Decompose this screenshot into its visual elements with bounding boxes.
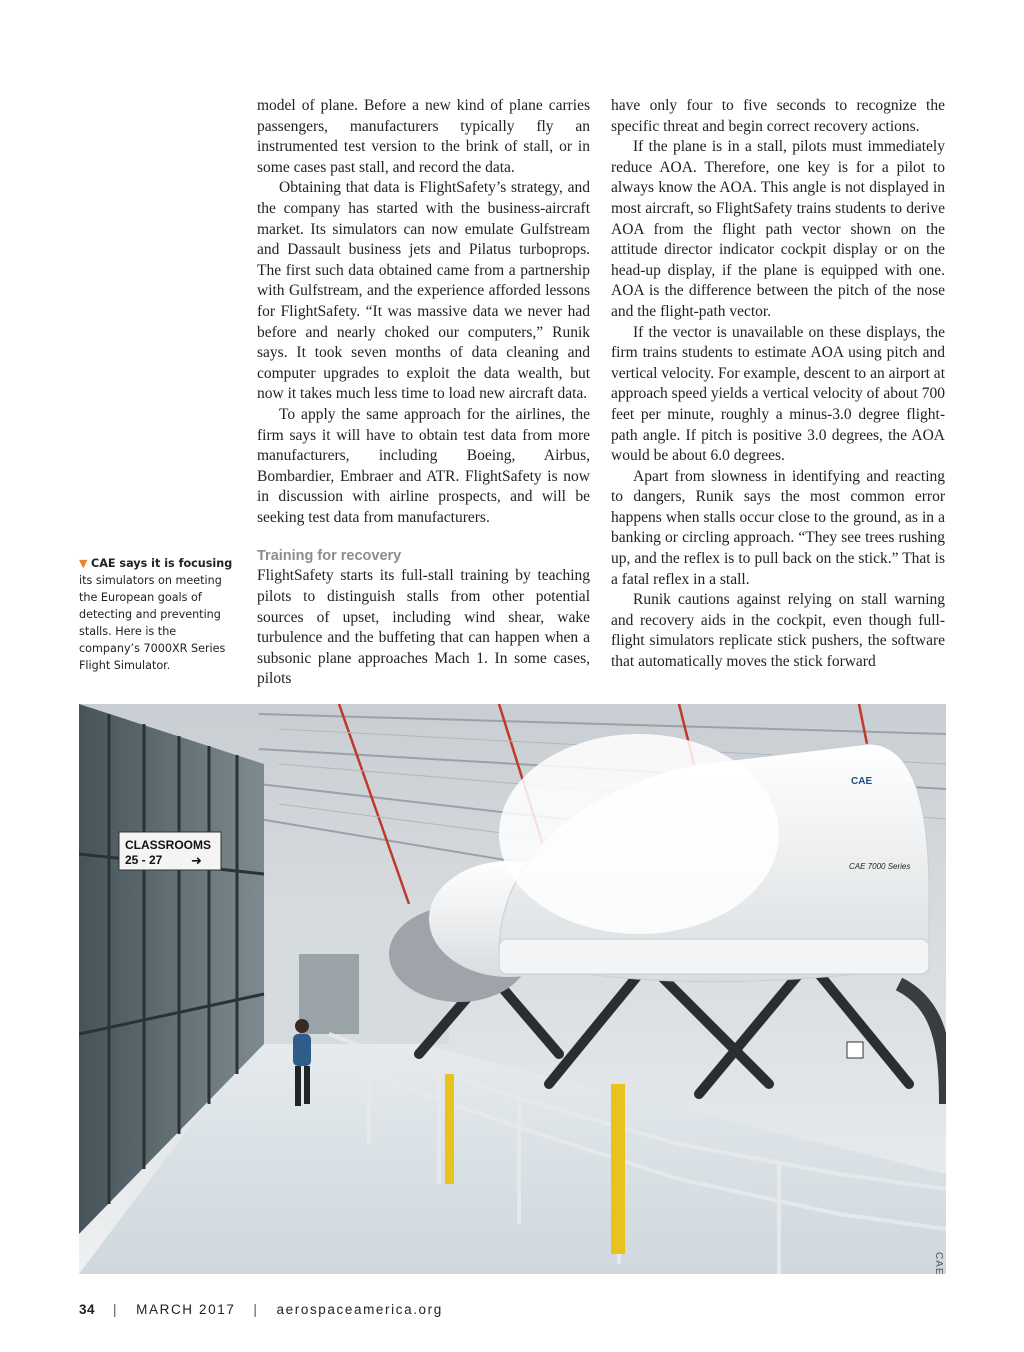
website-link[interactable]: aerospaceamerica.org — [276, 1302, 443, 1317]
page-footer — [79, 1302, 443, 1317]
footer-separator: | — [253, 1302, 259, 1317]
paragraph: To apply the same approach for the airlines, the firm says it will have to obtain test data from more manufacturers, including Boeing, Airbus, Bombardier, Embraer and ATR. FlightSafety is now in discussion with airline prospects, and will be seeking test data from manufacturers. — [257, 405, 590, 526]
photo-caption — [79, 555, 239, 674]
article-column-right — [611, 96, 945, 673]
cae-logo-text: CAE — [851, 776, 873, 787]
paragraph: If the vector is unavailable on these displays, the firm trains students to estimate AOA using pitch and vertical velocity. For example, descent to an airport at approach speed yields a vertical velocity of about 700 feet per minute, roughly a minus-3.0 degree flight-path angle. If pitch is positive 3.0 degrees, the AOA would be about 6.0 degrees. — [611, 323, 945, 465]
simulator-hall-photo — [79, 704, 946, 1274]
footer-separator: | — [113, 1302, 119, 1317]
article-column-middle — [257, 96, 590, 690]
paragraph: model of plane. Before a new kind of plane carries passengers, manufacturers typically fly an instrumented test version to the brink of stall, or in some cases past stall, and record the data. — [257, 97, 590, 176]
paragraph: FlightSafety starts its full-stall training by teaching pilots to distinguish stalls from other potential sources of upset, including wind shear, wake turbulence and the buffeting that can happen when a subsonic plane approaches Mach 1. In some cases, pilots — [257, 567, 590, 688]
sign-arrow-icon: ➜ — [191, 854, 202, 869]
series-text: CAE 7000 Series — [849, 862, 911, 871]
sign-rooms-text: 25 - 27 — [125, 853, 163, 867]
photo-illustration — [79, 704, 946, 1274]
caption-lead: CAE says it is focusing — [91, 557, 233, 570]
page-number: 34 — [79, 1302, 96, 1317]
paragraph: have only four to five seconds to recognize the specific threat and begin correct recovery actions. — [611, 97, 945, 135]
paragraph: Runik cautions against relying on stall warning and recovery aids in the cockpit, even though full-flight simulators replicate stick pushers, the software that automatically moves the stick forward — [611, 591, 945, 671]
sign-classrooms-text: CLASSROOMS — [125, 838, 212, 852]
photo-credit: CAE — [933, 1252, 944, 1276]
issue-date: MARCH 2017 — [136, 1302, 236, 1317]
caption-text: its simulators on meeting the European goals of detecting and preventing stalls. Here is the company’s 7000XR Series Flight Simulator. — [79, 574, 226, 672]
paragraph: Obtaining that data is FlightSafety’s strategy, and the company has started with the business-aircraft market. Its simulators can now emulate Gulfstream and Dassault business jets and Pilatus turboprops. The first such data obtained came from a partnership with Gulfstream, and the experience afforded lessons for FlightSafety. “It was massive data we never had before and nearly choked our computers,” Runik says. It took seven months of data cleaning and computer upgrades to exploit the data wealth, but now it takes much less time to load new aircraft data. — [257, 179, 590, 403]
paragraph: If the plane is in a stall, pilots must immediately reduce AOA. Therefore, one key is for a pilot to always know the AOA. This angle is not displayed in most aircraft, so FlightSafety trains students to derive AOA from the flight path vector shown on the attitude director indicator cockpit display or on the head-up display, if the plane is equipped with one. AOA is the difference between the pitch of the nose and the flight-path vector. — [611, 138, 945, 320]
caption-triangle-icon: ▼ — [79, 557, 88, 570]
section-subhead: Training for recovery — [257, 548, 402, 565]
paragraph: Apart from slowness in identifying and reacting to dangers, Runik says the most common error happens when stalls occur close to the ground, as in a banking or circling approach. “They see trees rushing up, and the reflex is to pull back on the stick.” That is a fatal reflex in a stall. — [611, 467, 945, 588]
